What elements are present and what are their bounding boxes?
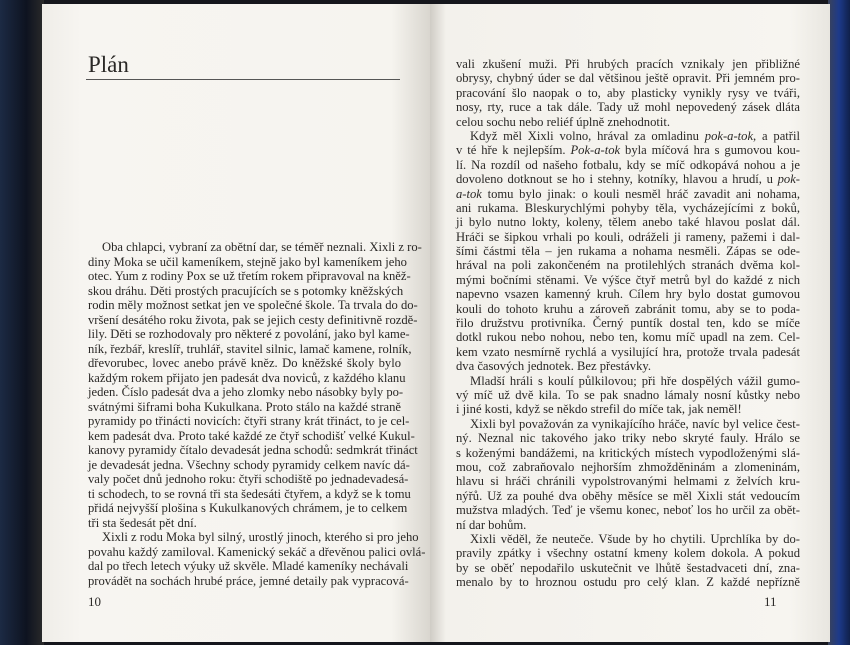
text-line bbox=[456, 172, 800, 186]
text-line: šími částmi těla – jen rukama a nohama nesměli. Zápas se ode- bbox=[456, 244, 800, 259]
italic-term: a-tok bbox=[456, 186, 482, 201]
text-line: Xixli byl považován za vynikajícího hráče, navíc byl velice čest- bbox=[470, 416, 800, 431]
text-line: pravily zpátky i všechny ostatní kmeny kolem dokola. A pokud bbox=[456, 546, 800, 561]
text-line: ji bylo nutno lokty, koleny, tělem anebo také hlavou poslat dál. bbox=[456, 215, 800, 230]
text-line: je devadesát jedna. Všechny schody pyramidy celkem navíc dá- bbox=[88, 457, 410, 472]
italic-term: pok-a-tok bbox=[704, 128, 754, 143]
text-line: Mladší hráli s koulí půlkilovou; při hře dospělých vážil gumo- bbox=[470, 373, 800, 388]
text-line: povahu každý zamiloval. Kamenický sekáč a dřevěnou palici ovlá- bbox=[88, 544, 426, 559]
italic-term: pok- bbox=[777, 172, 800, 187]
text-line bbox=[456, 187, 800, 201]
text-line: ti schodech, to se rovná tři sta šedesáti čtyřem, a když se k tomu bbox=[88, 486, 411, 501]
text-line: kouli do tohoto kruhu a zároveň zabránit tomu, aby se to poda- bbox=[456, 301, 800, 316]
text-line: jeden. Číslo padesát dva a jeho zlomky nebo násobky byly po- bbox=[88, 385, 404, 399]
text-line: ani rukama. Bleskurychlými pohyby těla, vycházejícími z boků, bbox=[456, 200, 800, 215]
text-line: svátnými šiframi boha Kukulkana. Proto stálo na každé straně bbox=[88, 399, 401, 414]
page-number: 10 bbox=[88, 594, 101, 609]
text-line: mými bočními stěnami. Ve výšce čtyř metrů byl do každé z nich bbox=[456, 272, 800, 287]
text-line: ní dar bohům. bbox=[456, 517, 527, 532]
text-line: vý míč už dvě kila. To se pak snadno lámaly nosní kůstky nebo bbox=[456, 387, 800, 402]
text-line bbox=[456, 129, 800, 143]
text-line bbox=[456, 143, 800, 157]
text-line: diny Moka se učil kameníkem, stejně jako byl kameníkem jeho bbox=[88, 254, 407, 269]
text-segment: Když měl Xixli volno, hrával za omladinu bbox=[470, 128, 705, 143]
text-line: mou, což zabraňovalo nejhorším zhmožděninám a zlomeninám, bbox=[456, 459, 800, 474]
text-line: ník, řezbář, kreslíř, truhlář, stavitel silnic, lamač kamene, rolník, bbox=[88, 341, 412, 356]
text-segment: byla míčová hra s gumovou kou- bbox=[620, 143, 800, 158]
text-line: celou sochu nebo reliéf úplně znehodnotit. bbox=[456, 114, 671, 129]
text-line: kem vzato nesmírně rychlá a vysilující hra, protože trvala padesát bbox=[456, 344, 800, 359]
text-line: pyramidy po třinácti novicích: čtyři strany krát třináct, to je cel- bbox=[88, 414, 410, 428]
text-line: lily. Děti se rozhodovaly pro některé z povolání, jako byl kame- bbox=[88, 327, 410, 341]
text-line: skou dráhu. Děti prostých pracujících se s potomky kněžských bbox=[88, 283, 404, 298]
italic-term: Pok-a-tok bbox=[570, 143, 621, 158]
text-line: by se oběť nepodařilo uskutečnit ve lhůtě šestadvaceti dní, zna- bbox=[456, 560, 800, 575]
right-page bbox=[430, 4, 830, 642]
text-line: vali zkušení muži. Při hrubých pracích vznikaly jen přibližné bbox=[456, 57, 800, 71]
chapter-title: Plán bbox=[88, 52, 129, 77]
text-line: ný. Neznal nic takového jako triky nebo skryté fauly. Hrálo se bbox=[456, 431, 800, 446]
text-line: s koženými bandážemi, na kritických místech vypodloženými slá- bbox=[456, 445, 800, 460]
text-segment: dovoleno dotknout se ho i stehny, kotníky, hlavou a hrudí, u bbox=[456, 172, 778, 187]
left-page-text bbox=[88, 240, 426, 588]
title-rule bbox=[86, 79, 400, 80]
text-line: otec. Yum z rodiny Pox se už třetím rokem připravoval na kněž- bbox=[88, 269, 411, 283]
text-line: menalo by to hroznou ostudu pro celý klan. Z každé nepřízně bbox=[456, 575, 800, 590]
text-segment: v té hře k nejlepším. bbox=[456, 143, 571, 158]
text-line: kem padesát dva. Proto také každé ze čtyř schodišť velké Kukul- bbox=[88, 428, 415, 443]
text-line: rodin měly možnost setkat jen ve společné škole. Ta trvala do do- bbox=[88, 298, 418, 312]
text-line: valy počet dnů jednoho roku: čtyři schodiště po jednadevadesá- bbox=[88, 472, 409, 486]
text-line: kanovy pyramidy čítalo devadesát jedna schodů: sedmkrát třináct bbox=[88, 443, 418, 457]
text-line: dal po třech letech výuky už skvěle. Mladé kameníky nechávali bbox=[88, 559, 409, 573]
left-page bbox=[42, 4, 430, 642]
text-line: nosy, rty, ruce a tak dále. Tady už mohl nepovedený zásek dláta bbox=[456, 100, 800, 115]
text-line: dotkl rukou nebo nohou, nebo ten, komu míč upadl na zem. Cel- bbox=[456, 330, 800, 345]
text-line: napevno vsazen kamenný kruh. Cílem hry bylo dostat gumovou bbox=[456, 287, 800, 302]
text-line: řilo družstvu protivníka. Černý puntík dostal ten, kdo se míče bbox=[456, 316, 800, 331]
text-line: tři sta šedesát pět dní. bbox=[88, 515, 197, 530]
text-segment: , a patřil bbox=[753, 128, 800, 143]
text-line: přidá nejvyšší plošina s Kukulkanových chrámem, je to celkem bbox=[88, 501, 408, 515]
book-cover-edge bbox=[828, 0, 850, 645]
text-line: dva časových jednotek. Bez přestávky. bbox=[456, 359, 652, 374]
text-line: dřevorubec, lovec anebo právě kněz. Do kněžské školy bylo bbox=[88, 356, 401, 370]
text-line: pracování šlo naopak o to, aby plasticky vynikly rysy ve tváři, bbox=[456, 85, 800, 100]
text-line: nýřů. Už za pouhé dva oběhy měsíce se měl Xixli stát vedoucím bbox=[456, 488, 800, 503]
text-line: Oba chlapci, vybraní za obětní dar, se téměř neznali. Xixli z ro- bbox=[102, 240, 422, 254]
text-line: hrával na poli zakončeném na protilehlých stranách dvěma kol- bbox=[456, 258, 800, 273]
text-line: provádět na sochách hrubé práce, jemné detaily pak vypracová- bbox=[88, 573, 409, 588]
text-line: Xixli věděl, že neuteče. Všude by ho chytili. Uprchlíka by do- bbox=[470, 531, 800, 546]
text-line: obrysy, chybný úder se dal většinou ještě opravit. Při jemném pro- bbox=[456, 71, 800, 86]
right-page-text bbox=[456, 57, 800, 589]
text-line: i jiné kosti, když se někdo strefil do míče tak, jak neměl! bbox=[456, 402, 742, 417]
text-segment: tomu bylo jinak: o kouli nesměl hráč zavadit ani nohama, bbox=[481, 186, 800, 201]
page-number: 11 bbox=[764, 594, 777, 609]
text-line: hlavu si hráči chránili vypolstrovanými helmami z želvích kru- bbox=[456, 474, 800, 489]
text-line: každým rokem přijato jen padesát dva noviců, z každého klanu bbox=[88, 370, 406, 385]
scan-left-edge bbox=[0, 0, 44, 645]
text-line: vršení desátého roku života, pak se jejich cesty definitivně rozdě- bbox=[88, 312, 418, 327]
text-line: lí. Na rozdíl od našeho fotbalu, kdy se míč odkopává nohou a je bbox=[456, 157, 800, 172]
text-line: Hráči se šipkou vrhali po kouli, odráželi ji rameny, pažemi i dal- bbox=[456, 229, 800, 244]
text-line: mužstva mladých. Teď je všemu konec, neboť los ho určil za obět- bbox=[456, 503, 800, 518]
text-line: Xixli z rodu Moka byl silný, urostlý jinoch, kterého si pro jeho bbox=[102, 530, 419, 544]
